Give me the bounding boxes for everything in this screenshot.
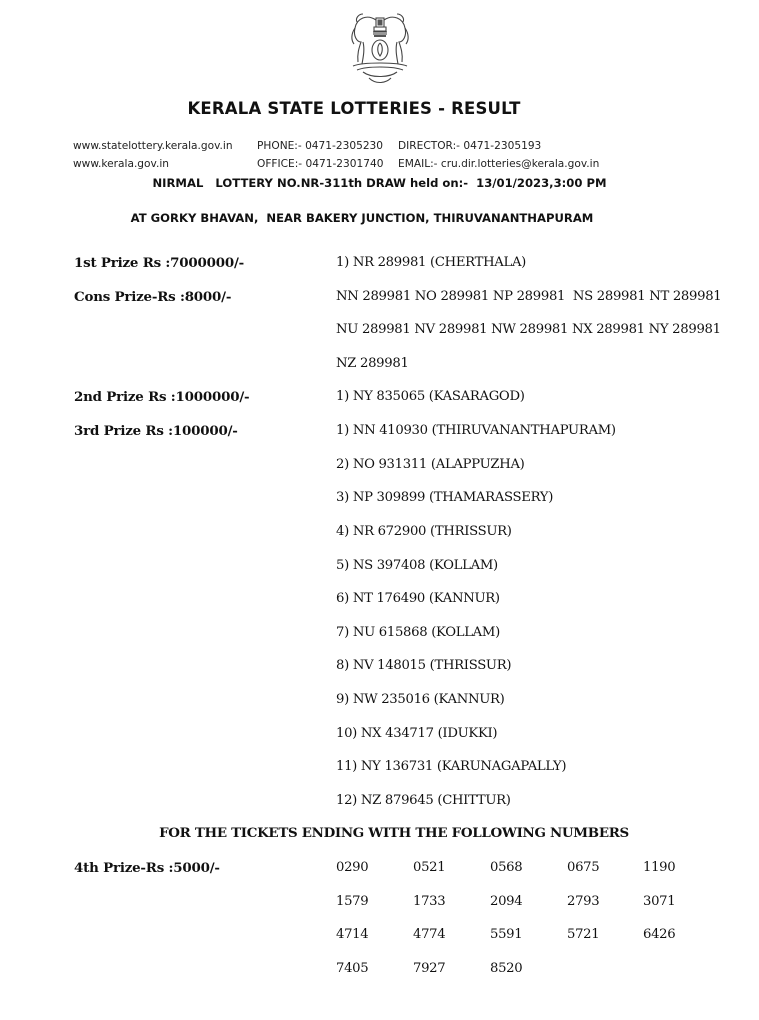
venue-info: AT GORKY BHAVAN, NEAR BAKERY JUNCTION, THIRUVANANTHAPURAM — [130, 211, 594, 225]
fourth-prize-number: 1733 — [413, 894, 446, 909]
third-prize-winner: 12) NZ 879645 (CHITTUR) — [336, 793, 511, 808]
fourth-prize-number: 0568 — [490, 860, 523, 875]
cons-prize-label: Cons Prize-Rs :8000/- — [74, 289, 232, 305]
fourth-prize-number: 5721 — [567, 927, 600, 942]
fourth-prize-number: 8520 — [490, 961, 523, 976]
second-prize-winner: 1) NY 835065 (KASARAGOD) — [336, 389, 525, 404]
third-prize-winner: 11) NY 136731 (KARUNAGAPALLY) — [336, 759, 567, 774]
third-prize-winner: 1) NN 410930 (THIRUVANANTHAPURAM) — [336, 423, 616, 438]
fourth-prize-number: 2094 — [490, 894, 523, 909]
fourth-prize-number: 2793 — [567, 894, 600, 909]
third-prize-winner: 6) NT 176490 (KANNUR) — [336, 591, 500, 606]
cons-prize-line: NN 289981 NO 289981 NP 289981 NS 289981 NT 289981 — [336, 289, 722, 304]
kerala-emblem-icon — [343, 8, 417, 88]
draw-info: NIRMAL LOTTERY NO.NR-311th DRAW held on:- 13/01/2023,3:00 PM — [152, 176, 607, 190]
third-prize-winner: 8) NV 148015 (THRISSUR) — [336, 658, 512, 673]
fourth-prize-number: 0290 — [336, 860, 369, 875]
fourth-prize-number: 7927 — [413, 961, 446, 976]
office-number: OFFICE:- 0471-2301740 — [257, 158, 384, 170]
second-prize-label: 2nd Prize Rs :1000000/- — [74, 389, 250, 405]
director-number: DIRECTOR:- 0471-2305193 — [398, 140, 542, 152]
fourth-prize-number: 0521 — [413, 860, 446, 875]
first-prize-winner: 1) NR 289981 (CHERTHALA) — [336, 255, 527, 270]
third-prize-winner: 9) NW 235016 (KANNUR) — [336, 692, 505, 707]
third-prize-winner: 7) NU 615868 (KOLLAM) — [336, 625, 500, 640]
cons-prize-line: NU 289981 NV 289981 NW 289981 NX 289981 NY 289981 — [336, 322, 721, 337]
cons-prize-line: NZ 289981 — [336, 356, 409, 371]
fourth-prize-number: 4714 — [336, 927, 369, 942]
kerala-gov-link[interactable]: www.kerala.gov.in — [73, 158, 169, 170]
fourth-prize-number: 7405 — [336, 961, 369, 976]
third-prize-winner: 2) NO 931311 (ALAPPUZHA) — [336, 457, 525, 472]
fourth-prize-number: 1579 — [336, 894, 369, 909]
fourth-prize-number: 3071 — [643, 894, 676, 909]
fourth-prize-number: 0675 — [567, 860, 600, 875]
ending-numbers-heading: FOR THE TICKETS ENDING WITH THE FOLLOWING NUMBERS — [159, 825, 629, 841]
page-title: KERALA STATE LOTTERIES - RESULT — [187, 99, 521, 118]
phone-number: PHONE:- 0471-2305230 — [257, 140, 384, 152]
first-prize-label: 1st Prize Rs :7000000/- — [74, 255, 245, 271]
third-prize-winner: 10) NX 434717 (IDUKKI) — [336, 726, 498, 741]
third-prize-winner: 4) NR 672900 (THRISSUR) — [336, 524, 512, 539]
third-prize-winner: 3) NP 309899 (THAMARASSERY) — [336, 490, 554, 505]
fourth-prize-number: 6426 — [643, 927, 676, 942]
third-prize-label: 3rd Prize Rs :100000/- — [74, 423, 238, 439]
fourth-prize-number: 4774 — [413, 927, 446, 942]
third-prize-winner: 5) NS 397408 (KOLLAM) — [336, 558, 498, 573]
website-link[interactable]: www.statelottery.kerala.gov.in — [73, 140, 233, 152]
email-address[interactable]: EMAIL:- cru.dir.lotteries@kerala.gov.in — [398, 158, 600, 170]
fourth-prize-number: 1190 — [643, 860, 676, 875]
fourth-prize-label: 4th Prize-Rs :5000/- — [74, 860, 220, 876]
fourth-prize-number: 5591 — [490, 927, 523, 942]
